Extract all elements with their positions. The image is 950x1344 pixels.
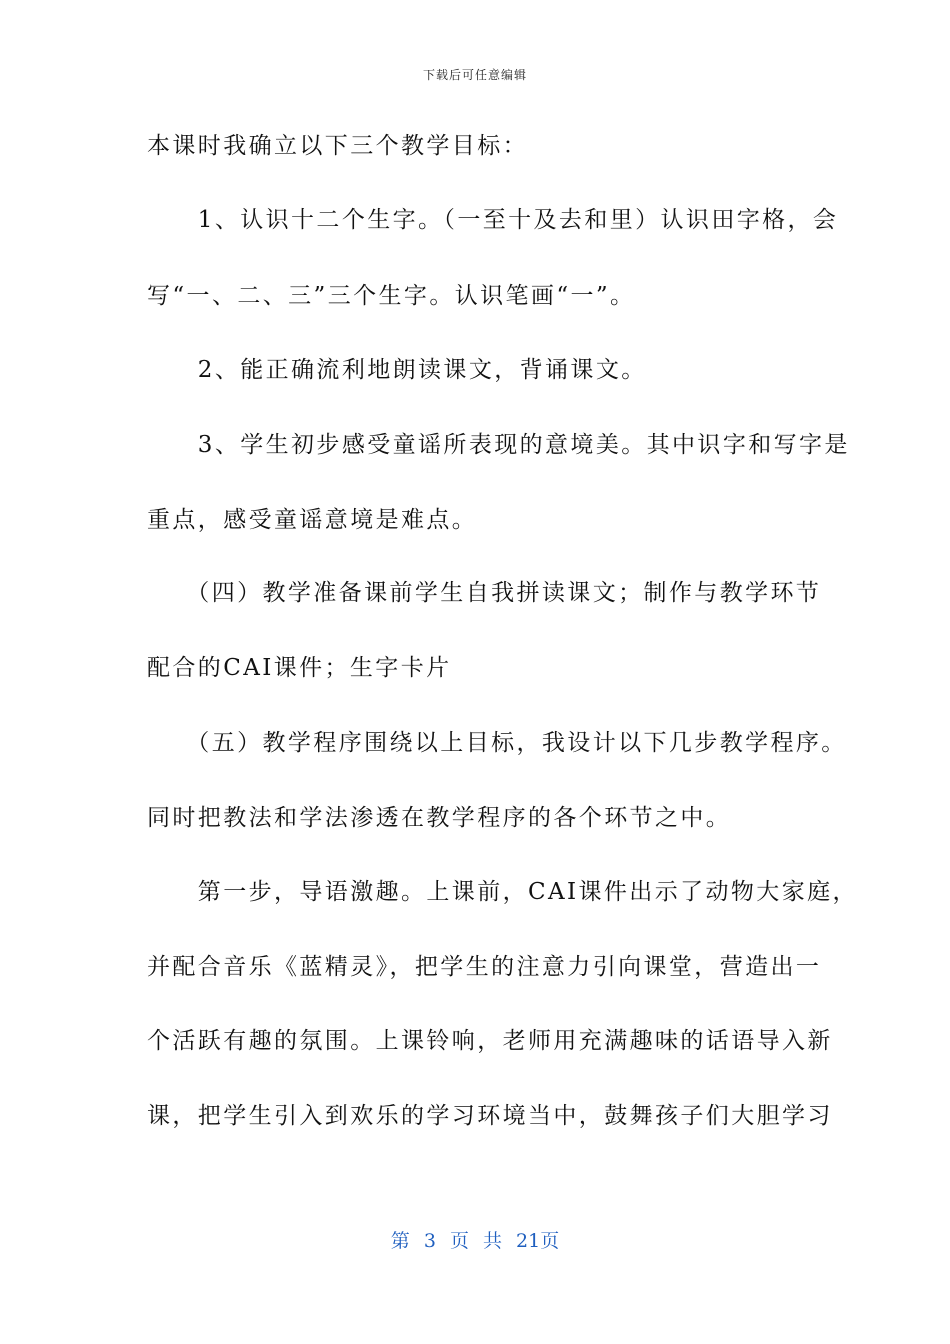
text-line: 配合的CAI课件；生字卡片 bbox=[147, 655, 452, 681]
page-number-footer: 第 3 页 共 21页 bbox=[390, 1230, 560, 1252]
text-line: 并配合音乐《蓝精灵》，把学生的注意力引向课堂，营造出一 bbox=[147, 954, 822, 980]
text-line: （四）教学准备课前学生自我拼读课文；制作与教学环节 bbox=[147, 580, 822, 606]
text-line: 课，把学生引入到欢乐的学习环境当中，鼓舞孩子们大胆学习 bbox=[147, 1103, 833, 1129]
text-line: 2、能正确流利地朗读课文，背诵课文。 bbox=[147, 357, 647, 383]
text-line: 本课时我确立以下三个教学目标： bbox=[147, 133, 528, 159]
text-line: 3、学生初步感受童谣所表现的意境美。其中识字和写字是 bbox=[147, 432, 850, 458]
text-line: 写“一、二、三”三个生字。认识笔画“一”。 bbox=[147, 283, 636, 309]
text-line: （五）教学程序围绕以上目标，我设计以下几步教学程序。 bbox=[147, 730, 847, 756]
text-line: 同时把教法和学法渗透在教学程序的各个环节之中。 bbox=[147, 805, 732, 831]
page-header-note: 下载后可任意编辑 bbox=[422, 68, 527, 82]
text-line: 1、认识十二个生字。（一至十及去和里）认识田字格，会 bbox=[147, 207, 839, 233]
text-line: 第一步，导语激趣。上课前，CAI课件出示了动物大家庭， bbox=[147, 879, 858, 905]
text-line: 个活跃有趣的氛围。上课铃响，老师用充满趣味的话语导入新 bbox=[147, 1028, 833, 1054]
text-line: 重点，感受童谣意境是难点。 bbox=[147, 507, 478, 533]
